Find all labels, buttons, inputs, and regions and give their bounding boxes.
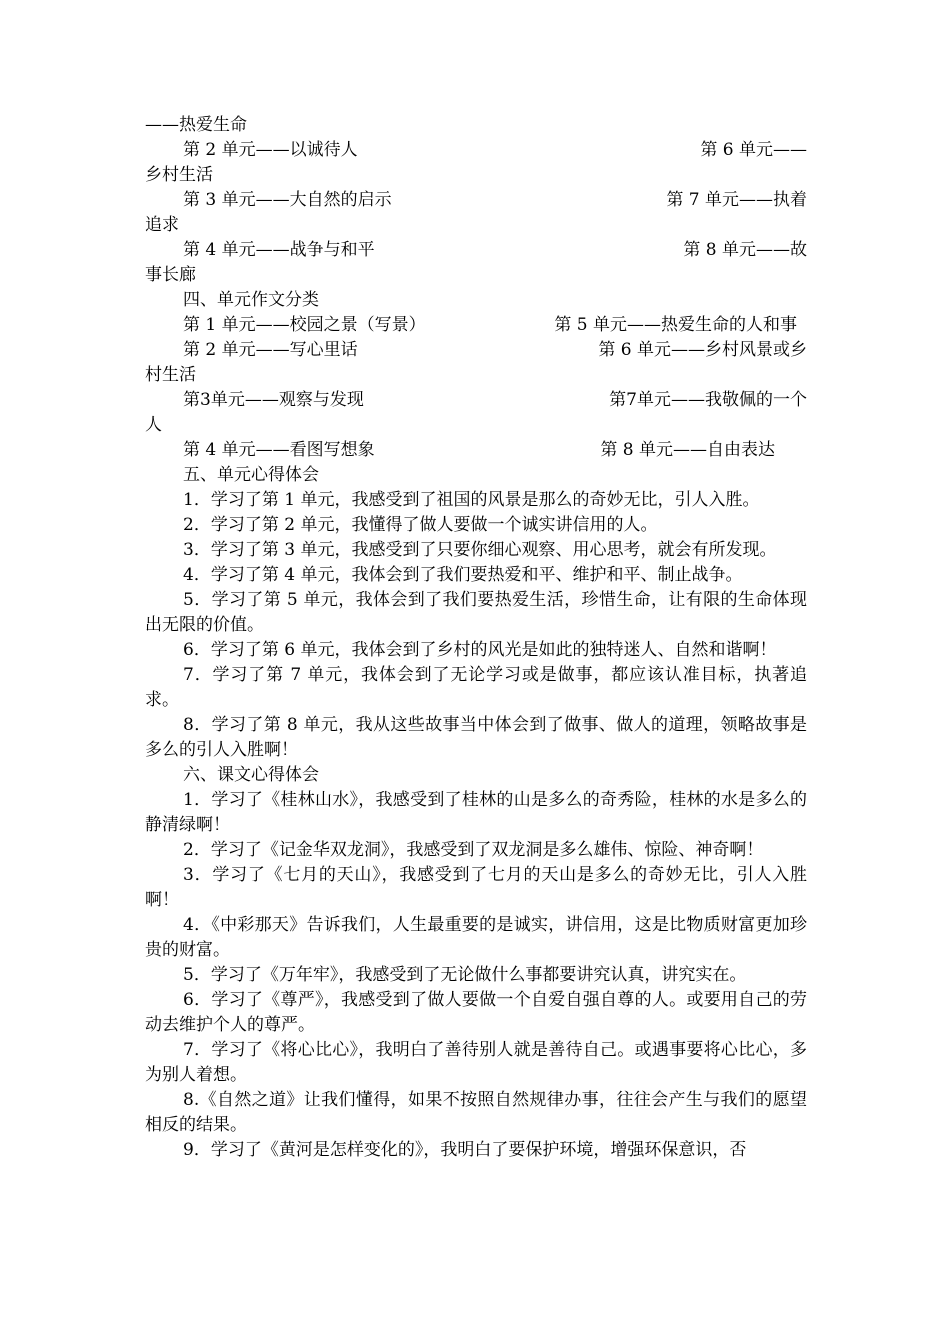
composition-continuation: 人 xyxy=(145,415,162,435)
unit-title-line: ——热爱生命 xyxy=(145,115,247,135)
unit-title-continuation: 事长廊 xyxy=(145,265,196,285)
lesson-reflection-item: 1．学习了《桂林山水》，我感受到了桂林的山是多么的奇秀险，桂林的水是多么的静清绿啊！ xyxy=(145,790,807,835)
lesson-reflection-item: 7．学习了《将心比心》，我明白了善待别人就是善待自己。或遇事要将心比心，多为别人着想。 xyxy=(145,1040,807,1085)
composition-row xyxy=(145,388,807,413)
unit-title-row xyxy=(145,188,807,213)
section-heading-composition: 四、单元作文分类 xyxy=(183,290,319,310)
unit-title-continuation: 追求 xyxy=(145,215,179,235)
lesson-reflection-item: 3．学习了《七月的天山》，我感受到了七月的天山是多么的奇妙无比，引人入胜啊！ xyxy=(145,865,807,910)
unit-reflection-item: 6．学习了第 6 单元，我体会到了乡村的风光是如此的独特迷人、自然和谐啊！ xyxy=(183,640,777,660)
unit-title-right: 第 8 单元——故 xyxy=(683,240,807,260)
unit-reflection-item: 3．学习了第 3 单元，我感受到了只要你细心观察、用心思考，就会有所发现。 xyxy=(183,540,777,560)
composition-right: 第7单元——我敬佩的一个 xyxy=(609,390,807,410)
section-heading-lesson-reflections: 六、课文心得体会 xyxy=(183,765,319,785)
unit-title-left: 第 4 单元——战争与和平 xyxy=(183,240,375,260)
unit-reflection-item: 5．学习了第 5 单元，我体会到了我们要热爱生活，珍惜生命，让有限的生命体现出无限的价值。 xyxy=(145,590,807,635)
unit-title-right: 第 6 单元—— xyxy=(700,140,807,160)
lesson-reflection-item: 9．学习了《黄河是怎样变化的》，我明白了要保护环境，增强环保意识，否 xyxy=(183,1140,747,1160)
lesson-reflection-item: 4．《中彩那天》告诉我们，人生最重要的是诚实，讲信用，这是比物质财富更加珍贵的财富。 xyxy=(145,915,807,960)
unit-reflection-item: 7．学习了第 7 单元，我体会到了无论学习或是做事，都应该认准目标，执著追求。 xyxy=(145,665,807,710)
lesson-reflection-item: 6．学习了《尊严》，我感受到了做人要做一个自爱自强自尊的人。或要用自己的劳动去维护个人的尊严。 xyxy=(145,990,807,1035)
composition-row xyxy=(145,338,807,363)
composition-left: 第 4 单元——看图写想象 xyxy=(183,440,375,460)
unit-reflection-item: 2．学习了第 2 单元，我懂得了做人要做一个诚实讲信用的人。 xyxy=(183,515,658,535)
unit-title-row xyxy=(145,138,807,163)
lesson-reflection-item: 2．学习了《记金华双龙洞》，我感受到了双龙洞是多么雄伟、惊险、神奇啊！ xyxy=(183,840,764,860)
composition-row xyxy=(145,313,807,338)
unit-reflection-item: 8．学习了第 8 单元，我从这些故事当中体会到了做事、做人的道理，领略故事是多么的引人入胜啊！ xyxy=(145,715,807,760)
composition-row xyxy=(145,438,807,463)
composition-left: 第3单元——观察与发现 xyxy=(183,390,364,410)
composition-left: 第 1 单元——校园之景（写景） xyxy=(183,315,426,335)
unit-title-left: 第 3 单元——大自然的启示 xyxy=(183,190,392,210)
unit-title-left: 第 2 单元——以诚待人 xyxy=(183,140,358,160)
unit-title-continuation: 乡村生活 xyxy=(145,165,213,185)
unit-reflection-item: 4．学习了第 4 单元，我体会到了我们要热爱和平、维护和平、制止战争。 xyxy=(183,565,743,585)
section-heading-unit-reflections: 五、单元心得体会 xyxy=(183,465,319,485)
unit-reflection-item: 1．学习了第 1 单元，我感受到了祖国的风景是那么的奇妙无比，引人入胜。 xyxy=(183,490,760,510)
document-body xyxy=(145,113,807,1163)
unit-title-row xyxy=(145,238,807,263)
unit-title-right: 第 7 单元——执着 xyxy=(666,190,807,210)
composition-right: 第 8 单元——自由表达 xyxy=(600,440,775,460)
composition-left: 第 2 单元——写心里话 xyxy=(183,340,358,360)
lesson-reflection-item: 8.《自然之道》让我们懂得，如果不按照自然规律办事，往往会产生与我们的愿望相反的结果。 xyxy=(145,1090,807,1135)
composition-right: 第 5 单元——热爱生命的人和事 xyxy=(554,315,797,335)
lesson-reflection-item: 5．学习了《万年牢》，我感受到了无论做什么事都要讲究认真，讲究实在。 xyxy=(183,965,747,985)
composition-continuation: 村生活 xyxy=(145,365,196,385)
composition-right: 第 6 单元——乡村风景或乡 xyxy=(598,340,807,360)
